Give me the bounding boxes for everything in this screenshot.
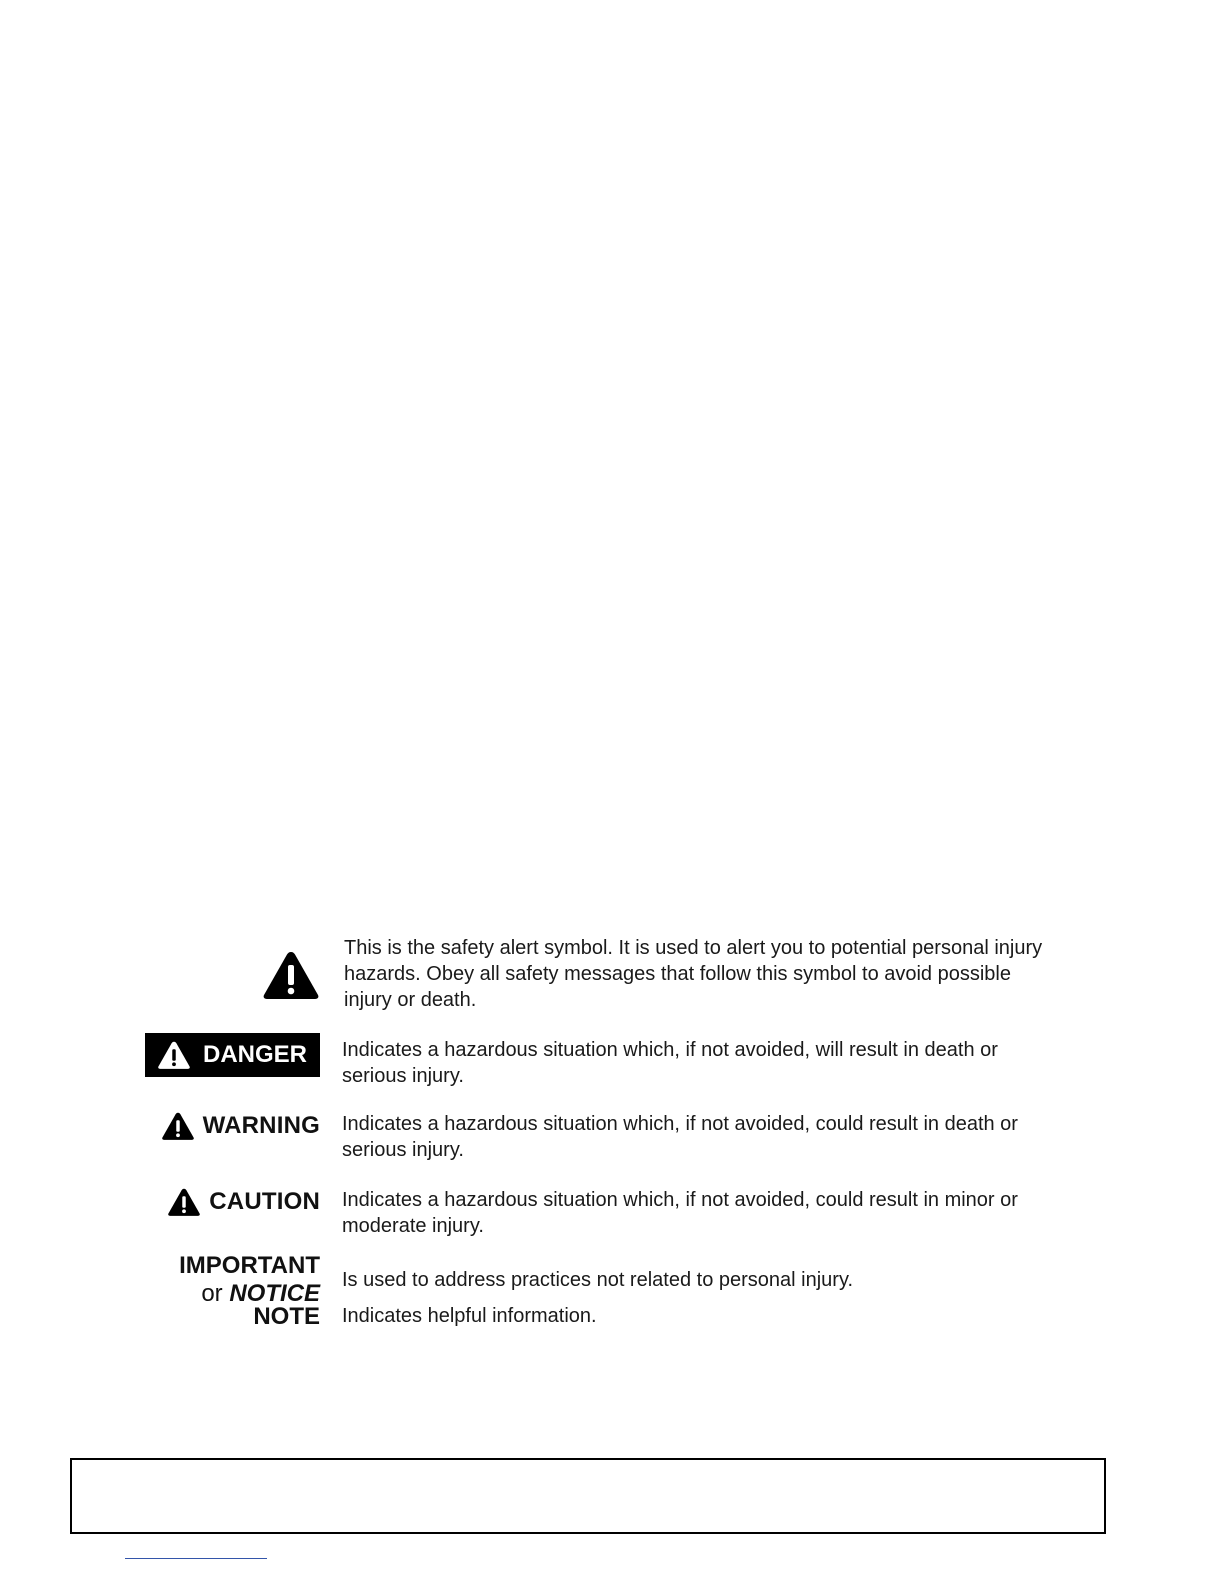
important-signal-label — [179, 1252, 320, 1308]
note-description: Indicates helpful information. — [342, 1305, 597, 1327]
note-row — [130, 1303, 1050, 1343]
safety-legend — [130, 935, 1050, 1343]
footer-link-underline — [125, 1558, 267, 1559]
important-row — [130, 1249, 1050, 1311]
warning-label-text: WARNING — [202, 1112, 320, 1139]
important-label-text: IMPORTANT — [179, 1252, 320, 1279]
caution-description: Indicates a hazardous situation which, if not avoided, could result in minor or moderate injury. — [342, 1189, 1018, 1237]
safety-alert-symbol — [130, 935, 322, 1015]
danger-description: Indicates a hazardous situation which, if not avoided, will result in death or serious injury. — [342, 1039, 998, 1087]
caution-label-text: CAUTION — [209, 1188, 320, 1215]
notice-label-text: NOTICE — [229, 1280, 320, 1307]
safety-alert-triangle-icon — [161, 1111, 195, 1141]
safety-alert-triangle-icon — [167, 1187, 201, 1217]
safety-alert-triangle-icon — [262, 949, 320, 1001]
note-label-text: NOTE — [253, 1303, 320, 1330]
danger-label-text: DANGER — [203, 1041, 308, 1068]
safety-alert-triangle-icon — [157, 1040, 191, 1070]
danger-signal-label — [145, 1033, 320, 1077]
warning-row — [130, 1111, 1050, 1187]
important-description: Is used to address practices not related to personal injury. — [342, 1269, 854, 1291]
caution-row — [130, 1187, 1050, 1249]
safety-alert-row — [130, 935, 1050, 1035]
safety-alert-description: This is the safety alert symbol. It is used to alert you to potential personal injury hazards. Obey all safety messages that follow this symbol to avoid possible injury or death. — [344, 937, 1043, 1011]
important-or-text: or — [201, 1280, 223, 1307]
warning-signal-label — [161, 1111, 320, 1141]
danger-row — [130, 1037, 1050, 1111]
caution-signal-label — [167, 1187, 320, 1217]
footer-box — [70, 1458, 1106, 1534]
warning-description: Indicates a hazardous situation which, if not avoided, could result in death or serious injury. — [342, 1113, 1018, 1161]
